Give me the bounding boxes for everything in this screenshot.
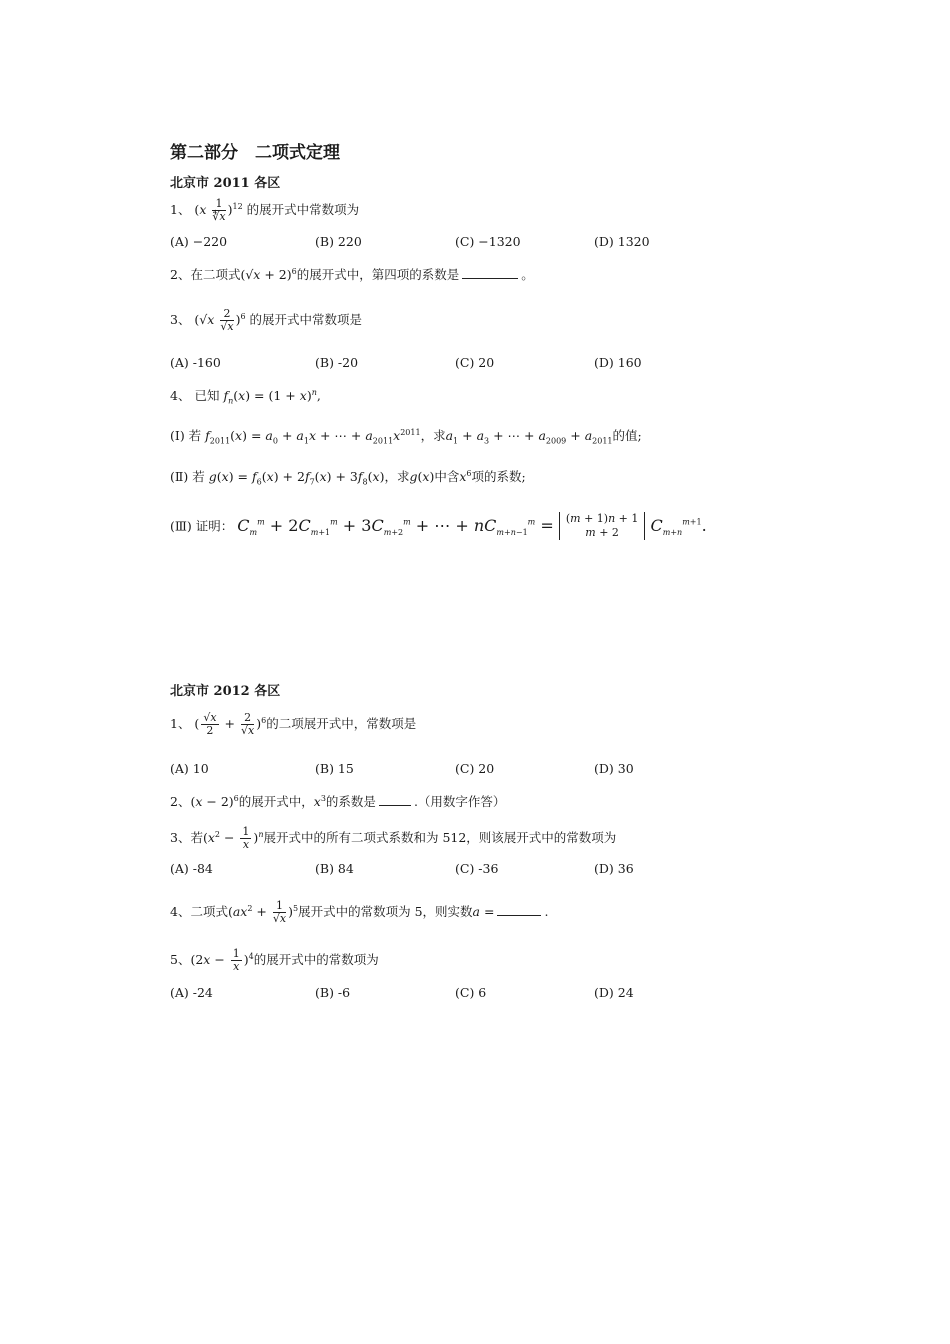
option-c: (C) −1320 (455, 234, 521, 249)
option-b: (B) -6 (315, 985, 351, 1000)
option-a: (A) −220 (170, 234, 228, 249)
option-a: (A) 10 (170, 761, 209, 776)
answer-blank (379, 793, 411, 806)
question-2011-3: 3、 (√x $\frac{2}{√x}$ )$^6$ 的展开式中常数项是 (170, 307, 363, 333)
option-d: (D) 36 (594, 861, 634, 876)
option-b: (B) 84 (315, 861, 354, 876)
option-c: (C) 6 (455, 985, 487, 1000)
answer-blank (462, 266, 518, 279)
option-a: (A) -84 (170, 861, 213, 876)
section-heading-2012: 北京市 2012 各区 (170, 684, 281, 699)
question-2011-4-part3: (Ⅲ) 证明： $C_m^m + 2C_{m+1}^m + 3C_{m+2}^m$ + ⋯ + $nC_{m+n-1}^m = (m + 1)n + 1$ m + 2 $C_{m+n}^{m+1}$. (170, 512, 707, 539)
option-d: (D) 160 (594, 355, 642, 370)
option-d: (D) 24 (594, 985, 634, 1000)
question-2012-4: 4、二项式($ax^2$ + $\frac{1}{√x}$ )$^5$展开式中的常数项为 5，则实数a = . (170, 899, 549, 925)
question-2011-2: 2、在二项式$(√x + 2)^6$的展开式中，第四项的系数是 。 (170, 267, 534, 283)
question-2012-3: 3、若($x^2$ − $\frac{1}{x}$ )$^n$展开式中的所有二项式系数和为 512，则该展开式中的常数项为 (170, 825, 617, 851)
question-2011-4-part1: (Ⅰ) 若 $f_{2011}(x) = a_0 + a_1x$ + ⋯ + $a_{2011}x^{2011}$，求$a_1 + a_3$ + ⋯ + $a_{2009} + a_{2011}$的值; (170, 428, 642, 446)
page-title: 第二部分 二项式定理 (170, 143, 340, 163)
question-2011-1: 1、 (x $\frac{1}{∜x}$ )$^{12}$ 的展开式中常数项为 (170, 197, 360, 223)
option-c: (C) -36 (455, 861, 499, 876)
answer-blank (497, 903, 541, 916)
question-2012-1: 1、 ( $\frac{√x}{2}$ + $\frac{2}{√x}$ )$^6$的二项展开式中，常数项是 (170, 711, 417, 737)
question-2012-2: 2、$(x - 2)^6$的展开式中，$x^3$的系数是 .（用数字作答） (170, 794, 506, 810)
section-heading-2011: 北京市 2011 各区 (170, 176, 281, 191)
option-b: (B) 220 (315, 234, 362, 249)
option-b: (B) -20 (315, 355, 359, 370)
option-a: (A) -24 (170, 985, 213, 1000)
option-c: (C) 20 (455, 355, 495, 370)
option-b: (B) 15 (315, 761, 354, 776)
option-d: (D) 1320 (594, 234, 650, 249)
option-a: (A) -160 (170, 355, 221, 370)
question-2011-4: 4、 已知 $f_n(x) = (1 + x)^n$, (170, 388, 321, 406)
proof-bracket: (m + 1)n + 1 m + 2 (559, 512, 646, 540)
question-2011-4-part2: (Ⅱ) 若 $g(x) = f_6(x) + 2f_7(x) + 3f_8(x)$，求g(x)中含$x^6$项的系数; (170, 469, 526, 487)
question-2012-5: 5、(2x − $\frac{1}{x}$ )$^4$的展开式中的常数项为 (170, 947, 379, 973)
option-d: (D) 30 (594, 761, 634, 776)
option-c: (C) 20 (455, 761, 495, 776)
